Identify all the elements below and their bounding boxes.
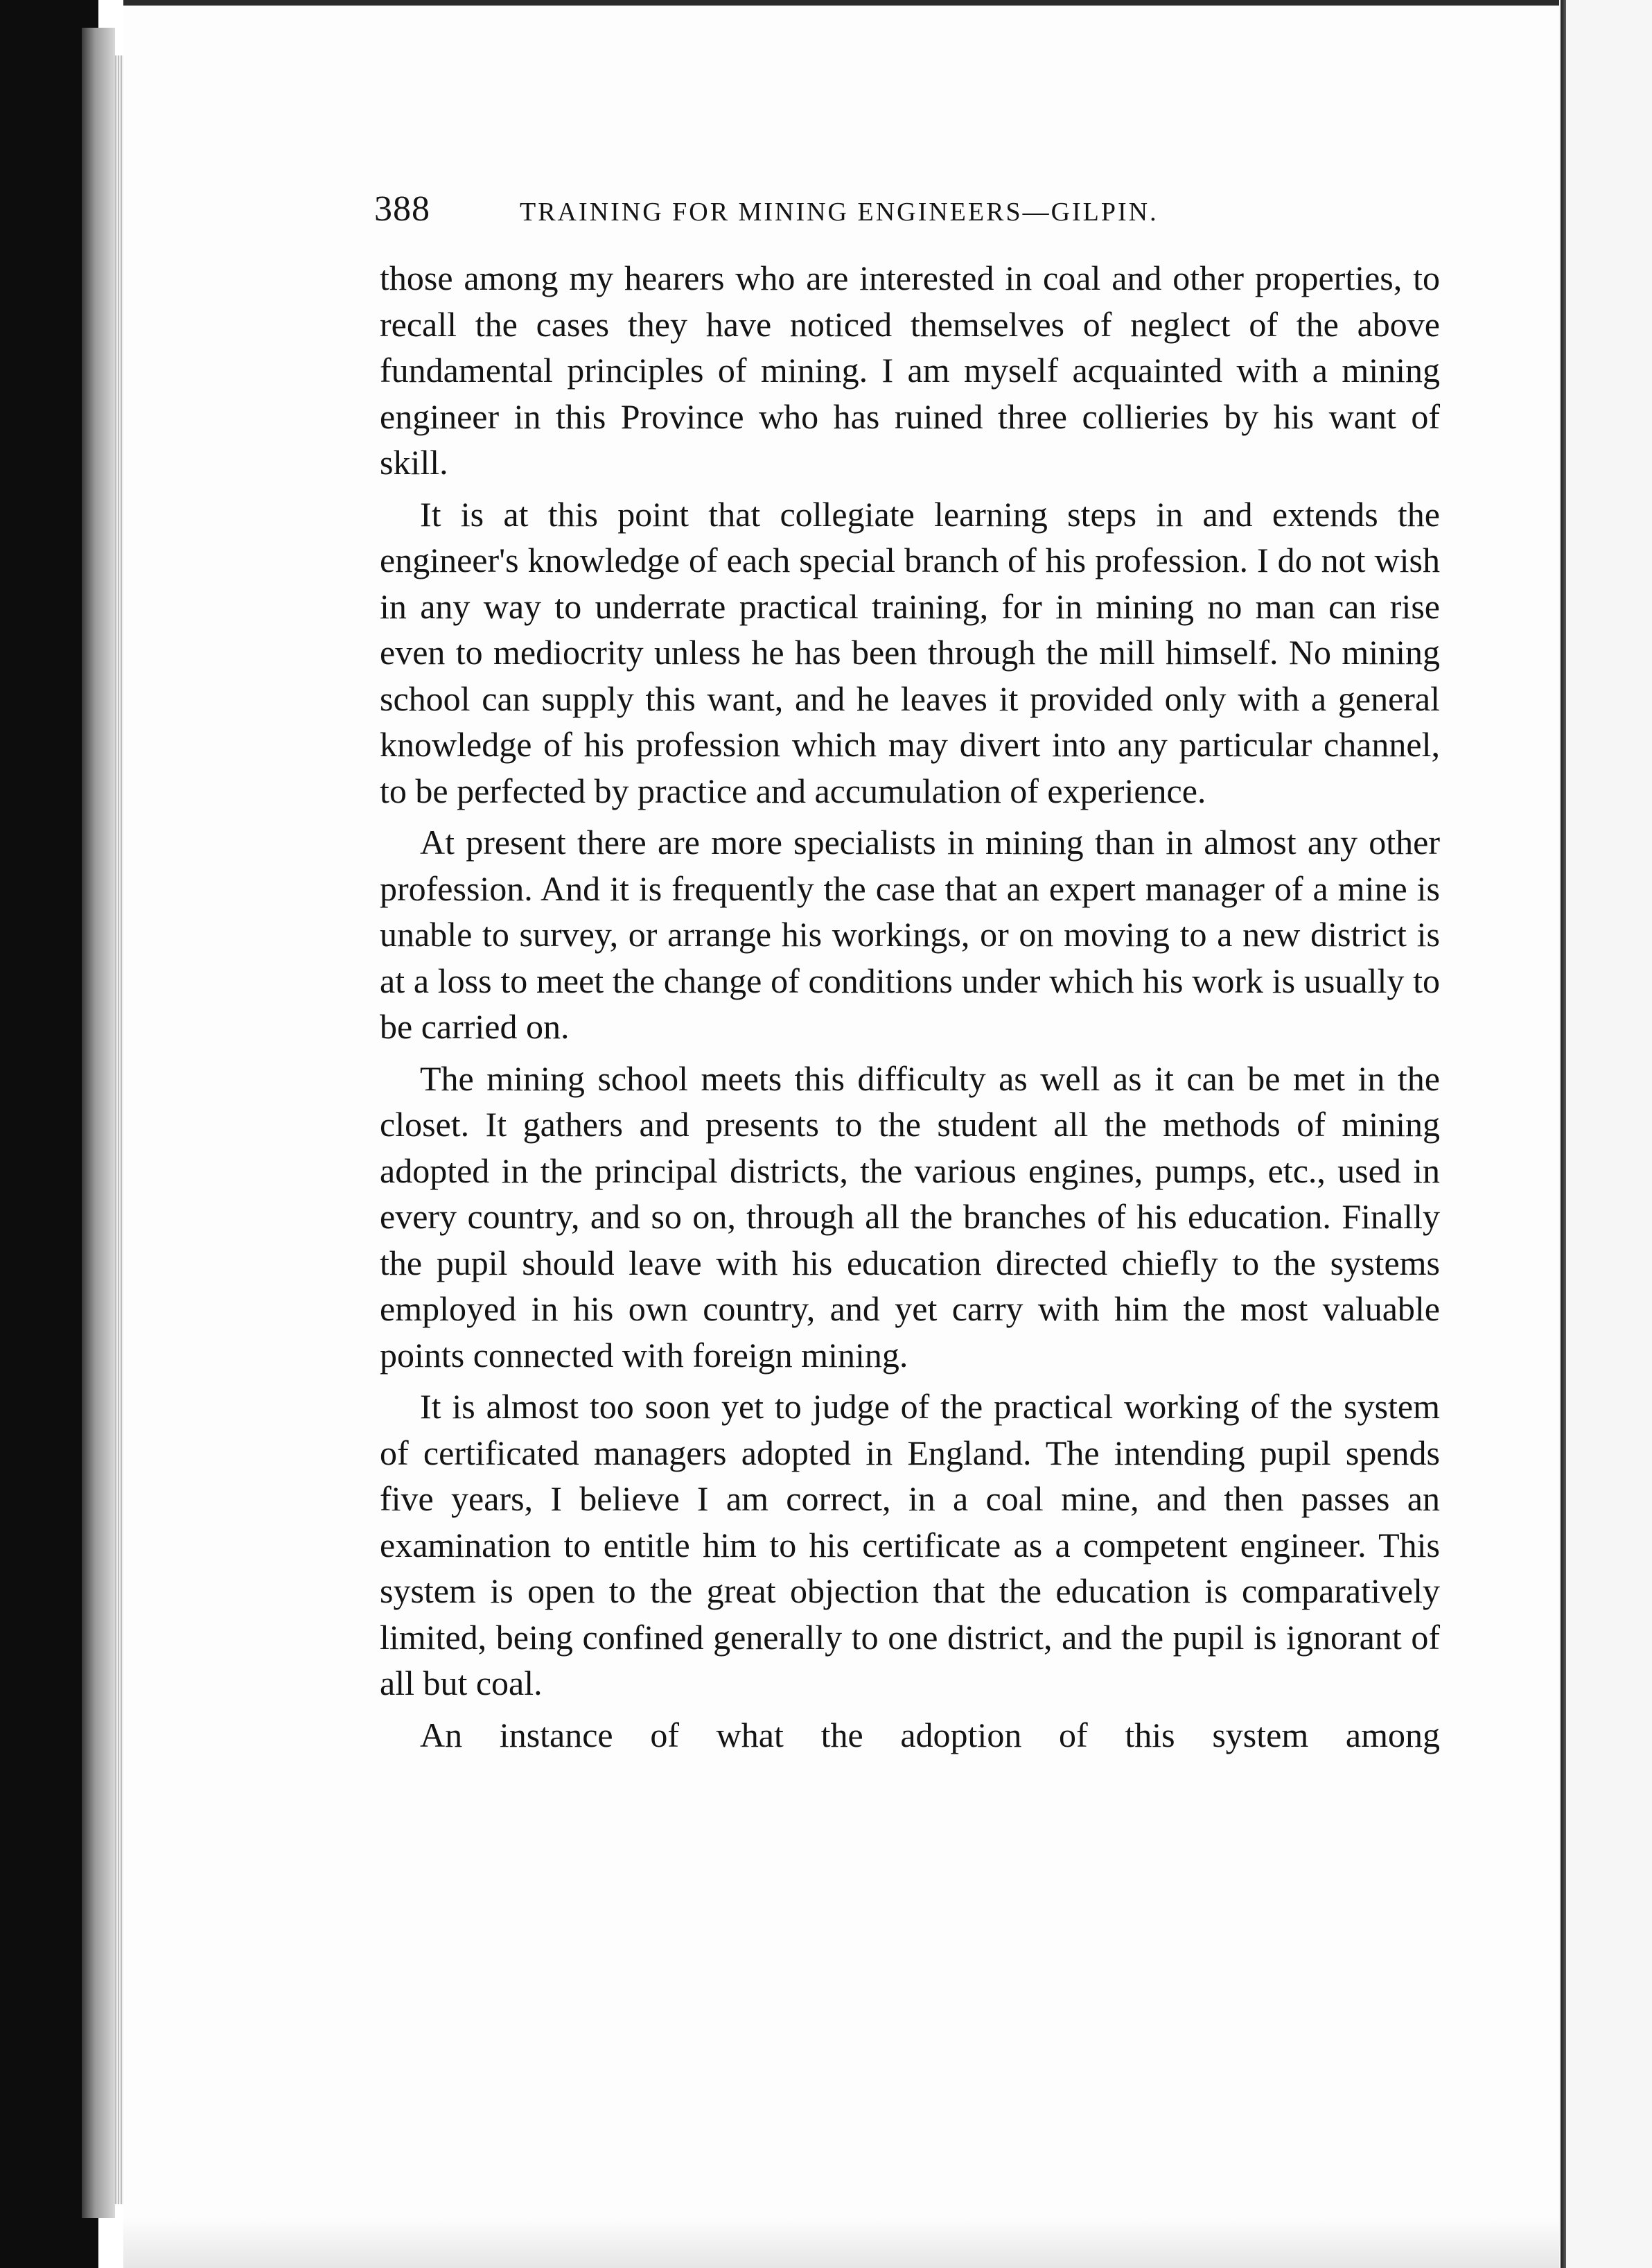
book-spine-edge bbox=[82, 28, 115, 2218]
page-stack-edge bbox=[115, 55, 123, 2204]
paragraph-mining-school: The mining school meets this difficulty as well as it can be met in the closet. It gathers and presents to the student all the methods of mining adopted in the principal districts, the various engines, pumps, etc., used in every country, and so on, through all the branches of his education. Finally the pupil should leave with his education directed chiefly to the systems employed in his own country, and yet carry with him the most valuable points connected with foreign mining. bbox=[380, 1058, 1440, 1375]
paragraph-certificated-managers: It is almost too soon yet to judge of the practical working of the system of certificated managers adopted in England. The intending pupil spends five years, I believe I am correct, in a coal mine, and then passes an examination to entitle him to his certificate as a competent engineer. This system is open to the great objection that the education is comparatively limited, being confined generally to one district, and the pupil is ignorant of all but coal. bbox=[380, 1387, 1440, 1702]
page-number: 388 bbox=[374, 189, 430, 229]
page-top-edge bbox=[123, 0, 1559, 6]
running-title: TRAINING FOR MINING ENGINEERS—GILPIN. bbox=[520, 198, 1159, 227]
body-text bbox=[380, 255, 1440, 1758]
paragraph-collegiate-learning: It is at this point that collegiate learning steps in and extends the engineer's knowledge of each special branch of his profession. I do not wish in any way to underrate practical training, for in mining no man can rise even to mediocrity unless he has been through the mill himself. No mining school can supply this want, and he leaves it provided only with a general knowledge of his profession which may divert into any particular channel, to be perfected by practice and accumulation of experience. bbox=[380, 494, 1440, 810]
page-bottom-shade bbox=[123, 2218, 1559, 2268]
paragraph-continued: those among my hearers who are interested in coal and other properties, to recall the cases they have noticed themselves of neglect of the above fundamental principles of mining. I am myself acquainted with a mining engineer in this Province who has ruined three collieries by his want of skill. bbox=[380, 259, 1440, 482]
paragraph-instance: An instance of what the adoption of this system among bbox=[420, 1715, 1440, 1754]
paragraph-specialists: At present there are more specialists in mining than in almost any other profession. And it is frequently the case that an expert manager of a mine is unable to survey, or arrange his workings, or on moving to a new district is at a loss to meet the change of conditions under which his work is usually to be carried on. bbox=[380, 823, 1440, 1046]
next-page-edge bbox=[1559, 0, 1652, 2268]
running-header bbox=[374, 189, 1254, 230]
page-fold-shadow bbox=[1561, 0, 1566, 2268]
